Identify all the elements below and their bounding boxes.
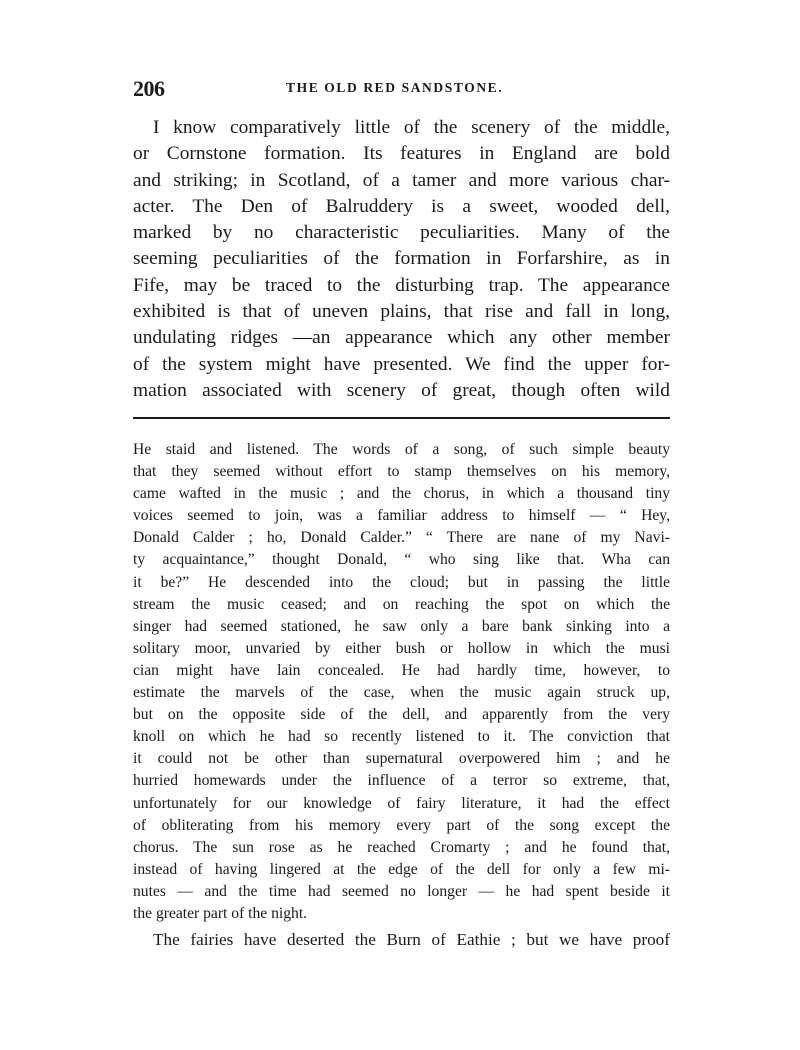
footnote-line: but on the opposite side of the dell, and apparently from the very <box>133 706 670 724</box>
footnote-line: Donald Calder ; ho, Donald Calder.” “ There are nane of my Navi- <box>133 529 670 547</box>
footnote-line: cian might have lain concealed. He had hardly time, however, to <box>133 661 670 679</box>
footnote-rule <box>133 417 670 419</box>
footnote-line: of obliterating from his memory every part of the song except the <box>133 816 670 834</box>
footnote-line: He staid and listened. The words of a song, of such simple beauty <box>133 441 670 458</box>
footnote-line: ty acquaintance,” thought Donald, “ who sing like that. Wha can <box>133 551 670 569</box>
footnote-line: it could not be other than supernatural overpowered him ; and he <box>133 750 670 768</box>
body-line: I know comparatively little of the scenery of the middle, <box>153 117 670 138</box>
footnote-line: nutes — and the time had seemed no longer — he had spent beside it <box>133 882 670 900</box>
footnote-line: solitary moor, unvaried by either bush or hollow in which the musi <box>133 639 670 657</box>
footnote-line: that they seemed without effort to stamp themselves on his memory, <box>133 463 670 481</box>
running-title: THE OLD RED SANDSTONE. <box>286 80 504 95</box>
running-head <box>133 76 673 100</box>
continuation-line: The fairies have deserted the Burn of Eathie ; but we have proof <box>153 930 670 949</box>
footnote-line: came wafted in the music ; and the chorus, in which a thousand tiny <box>133 485 670 503</box>
footnote-line: it be?” He descended into the cloud; but in passing the little <box>133 573 670 591</box>
body-line: or Cornstone formation. Its features in England are bold <box>133 143 670 165</box>
footnote-line: voices seemed to join, was a familiar address to himself — “ Hey, <box>133 507 670 525</box>
footnote-line: singer had seemed stationed, he saw only a bare bank sinking into a <box>133 617 670 635</box>
body-line: seeming peculiarities of the formation in Forfarshire, as in <box>133 248 670 270</box>
body-line: exhibited is that of uneven plains, that rise and fall in long, <box>133 301 670 323</box>
footnote-line: instead of having lingered at the edge of the dell for only a few mi- <box>133 860 670 878</box>
footnote-line: knoll on which he had so recently listened to it. The conviction that <box>133 728 670 746</box>
footnote-line: estimate the marvels of the case, when the music again struck up, <box>133 684 670 702</box>
body-line: of the system might have presented. We find the upper for- <box>133 353 670 375</box>
footnote-line: hurried homewards under the influence of a terror so extreme, that, <box>133 772 670 790</box>
body-line: Fife, may be traced to the disturbing trap. The appearance <box>133 274 670 296</box>
body-line: and striking; in Scotland, of a tamer and more various char- <box>133 169 670 191</box>
body-line: mation associated with scenery of great, though often wild <box>133 379 670 401</box>
footnote-line: stream the music ceased; and on reaching the spot on which the <box>133 595 670 613</box>
body-line: acter. The Den of Balruddery is a sweet, wooded dell, <box>133 195 670 217</box>
body-line: undulating ridges —an appearance which any other member <box>133 327 670 349</box>
footnote-line: unfortunately for our knowledge of fairy literature, it had the effect <box>133 794 670 812</box>
page-number: 206 <box>133 76 165 101</box>
footnote-line: the greater part of the night. <box>133 904 308 922</box>
footnote-line: chorus. The sun rose as he reached Cromarty ; and he found that, <box>133 838 670 856</box>
footnote-block <box>133 439 670 925</box>
body-text <box>133 115 670 404</box>
body-line: marked by no characteristic peculiarities. Many of the <box>133 222 670 244</box>
